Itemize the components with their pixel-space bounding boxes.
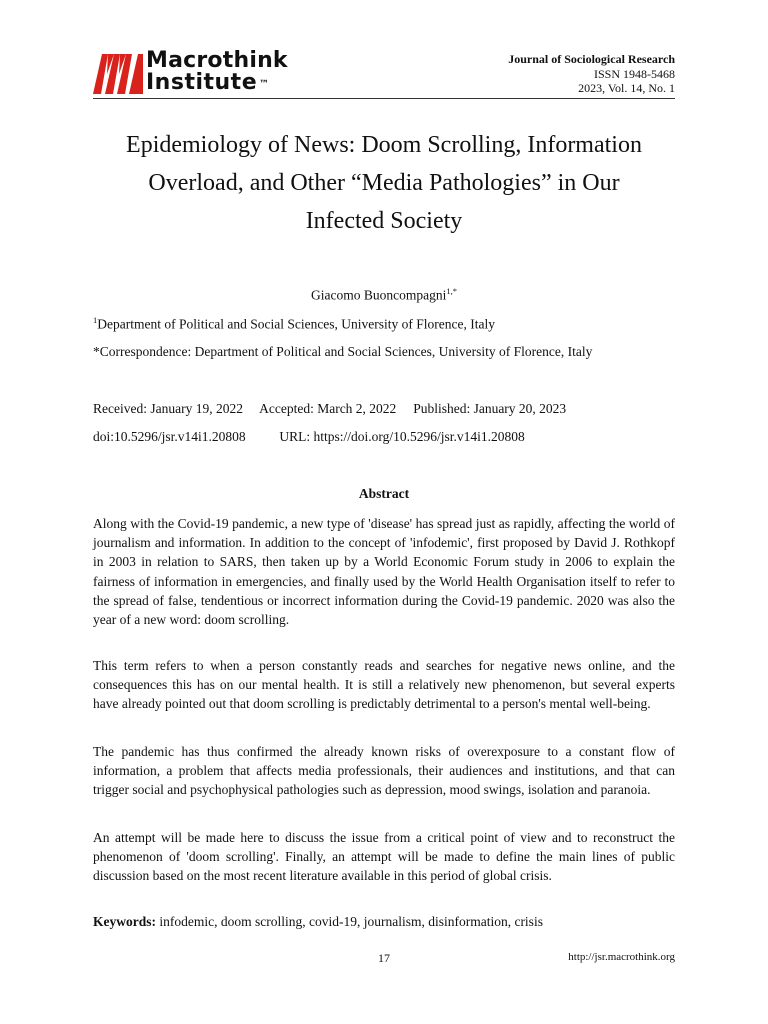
journal-issn: ISSN 1948-5468: [593, 66, 675, 81]
author-superscript: 1,*: [446, 286, 457, 296]
abstract-paragraph-3: The pandemic has thus confirmed the already known risks of overexposure to a constant flow of information, a problem that affects media professionals, their audiences and institutions, and that can trigger social and psychophysical pathologies such as depression, mood swings, isolation and paranoia.: [93, 744, 675, 798]
logo-wordmark: [146, 50, 288, 94]
header-divider: [93, 98, 675, 99]
page-number: 17: [378, 951, 390, 965]
title-line-3: Infected Society: [305, 208, 463, 234]
keywords-label: Keywords:: [93, 914, 156, 929]
logo-line2: Institute: [146, 70, 258, 95]
affiliation-1-sup: 1: [93, 315, 98, 325]
author-name: Giacomo Buoncompagni: [311, 287, 447, 303]
journal-name: Journal of Sociological Research: [508, 52, 675, 66]
title-line-1: Epidemiology of News: Doom Scrolling, Information: [126, 132, 642, 158]
abstract-paragraph-4: An attempt will be made here to discuss the issue from a critical point of view and to reconstruct the phenomenon of 'doom scrolling'. Finally, an attempt will be made to define the main lines of public discussion based on the most recent literature available in this period of global crisis.: [93, 830, 675, 884]
published-date: Published: January 20, 2023: [413, 401, 567, 416]
author: [93, 286, 675, 304]
affiliation-1: [93, 315, 693, 333]
title-line-2: Overload, and Other “Media Pathologies” in Our: [148, 170, 620, 196]
trademark: ™: [259, 79, 270, 90]
abstract-paragraph-1: Along with the Covid-19 pandemic, a new type of 'disease' has spread just as rapidly, affecting the world of journalism and information. In addition to the concept of 'infodemic', first proposed by David J. Rothkopf in 2003 in relation to SARS, then taken up by a World Economic Forum study in 2006 to explain the fairness of information in emergencies, and finally used by the World Health Organisation itself to refer to the spread of false, tendentious or incorrect information during the Covid-19 pandemic. 2020 was also the year of a new word: doom scrolling.: [93, 516, 675, 628]
keywords-list: infodemic, doom scrolling, covid-19, journalism, disinformation, crisis: [159, 914, 543, 929]
correspondence: *Correspondence: Department of Political and Social Sciences, University of Florence, Italy: [93, 344, 593, 359]
journal-website[interactable]: http://jsr.macrothink.org: [568, 951, 675, 963]
keywords: [93, 912, 675, 931]
logo-line1: Macrothink: [146, 48, 288, 73]
abstract-paragraph-2: This term refers to when a person constantly reads and searches for negative news online, and the consequences this has on our mental health. It is still a relatively new phenomenon, but several experts have already pointed out that doom scrolling is predictably detrimental to a person's mental well-being.: [93, 658, 675, 712]
paper-title: [93, 126, 675, 240]
publisher-logo: [93, 50, 293, 96]
accepted-date: Accepted: March 2, 2022: [259, 401, 397, 416]
journal-volume: 2023, Vol. 14, No. 1: [578, 81, 675, 95]
abstract-heading: Abstract: [358, 486, 410, 501]
doi-url[interactable]: URL: https://doi.org/10.5296/jsr.v14i1.20808: [279, 429, 525, 444]
journal-info: [508, 52, 675, 96]
received-date: Received: January 19, 2022: [93, 401, 243, 416]
doi: doi:10.5296/jsr.v14i1.20808: [93, 429, 246, 444]
publication-dates: [93, 401, 566, 417]
macrothink-m-icon: [93, 50, 143, 94]
affiliation-1-text: Department of Political and Social Sciences, University of Florence, Italy: [97, 316, 496, 332]
identifiers: [93, 429, 525, 445]
